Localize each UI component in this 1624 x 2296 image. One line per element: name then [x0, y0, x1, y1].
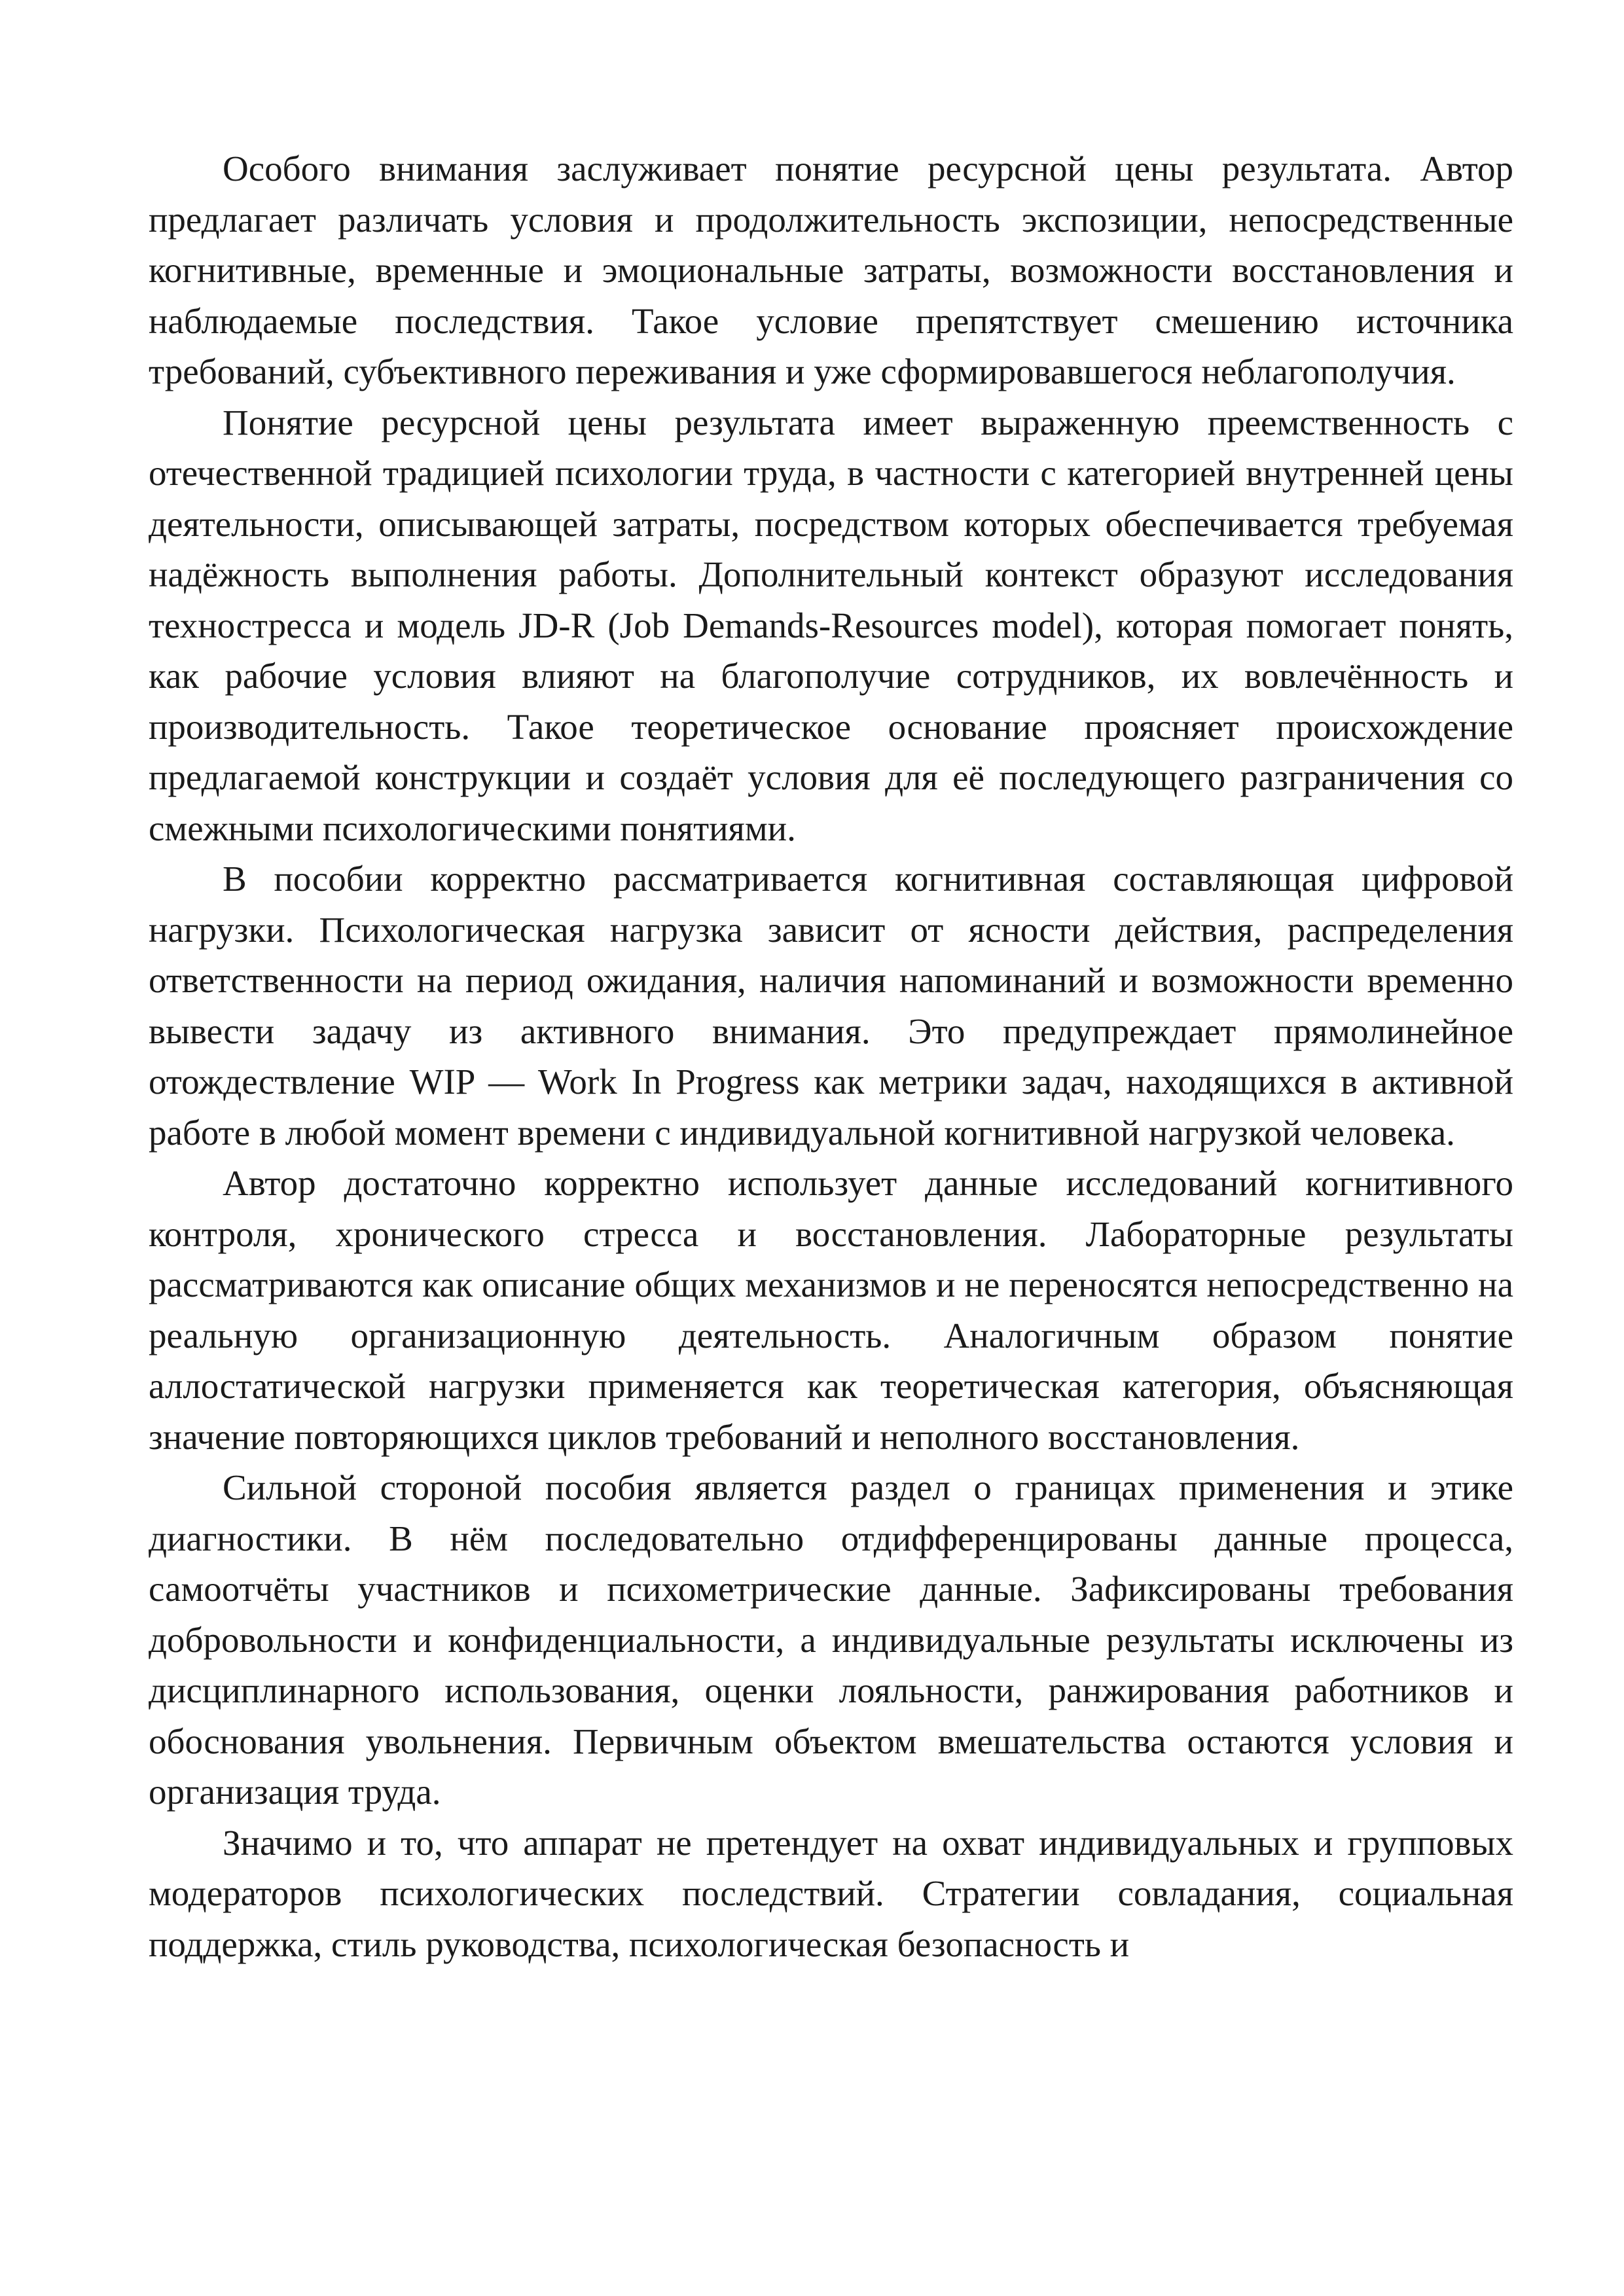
paragraph-research-data: Автор достаточно корректно использует данные исследований когнитивного контроля, хронического стресса и восстановления. Лабораторные результаты рассматриваются как описание общих механизмов и не переносятся непосредственно на реальную организационную деятельность. Аналогичным образом понятие аллостатической нагрузки применяется как теоретическая категория, объясняющая значение повторяющихся циклов требований и неполного восстановления. [149, 1163, 1513, 1457]
paragraph-ethics: Сильной стороной пособия является раздел о границах применения и этике диагностики. В нём последовательно отдифференцированы данные процесса, самоотчёты участников и психометрические данные. Зафиксированы требования добровольности и конфиденциальности, а индивидуальные результаты исключены из дисциплинарного использования, оценки лояльности, ранжирования работников и обоснования увольнения. Первичным объектом вмешательства остаются условия и организация труда. [149, 1467, 1513, 1812]
paragraph-moderators: Значимо и то, что аппарат не претендует на охват индивидуальных и групповых модераторов психологических последствий. Стратегии совладания, социальная поддержка, стиль руководства, психологическая безопасность и [149, 1822, 1513, 1964]
paragraph-theoretical-basis: Понятие ресурсной цены результата имеет выраженную преемственность с отечественной традицией психологии труда, в частности с категорией внутренней цены деятельности, описывающей затраты, посредством которых обеспечивается требуемая надёжность выполнения работы. Дополнительный контекст образуют исследования техностресса и модель JD-R (Job Demands-Resources model), которая помогает понять, как рабочие условия влияют на благополучие сотрудников, их вовлечённость и производительность. Такое теоретическое основание проясняет происхождение предлагаемой конструкции и создаёт условия для её последующего разграничения со смежными психологическими понятиями. [149, 402, 1513, 848]
paragraph-cognitive-load: В пособии корректно рассматривается когнитивная составляющая цифровой нагрузки. Психологическая нагрузка зависит от ясности действия, распределения ответственности на период ожидания, наличия напоминаний и возможности временно вывести задачу из активного внимания. Это предупреждает прямолинейное отождествление WIP — Work In Progress как метрики задач, находящихся в активной работе в любой момент времени с индивидуальной когнитивной нагрузкой человека. [149, 859, 1513, 1153]
document-body [149, 143, 1513, 1969]
paragraph-resource-price: Особого внимания заслуживает понятие ресурсной цены результата. Автор предлагает различать условия и продолжительность экспозиции, непосредственные когнитивные, временные и эмоциональные затраты, возможности восстановления и наблюдаемые последствия. Такое условие препятствует смешению источника требований, субъективного переживания и уже сформировавшегося неблагополучия. [149, 149, 1513, 391]
